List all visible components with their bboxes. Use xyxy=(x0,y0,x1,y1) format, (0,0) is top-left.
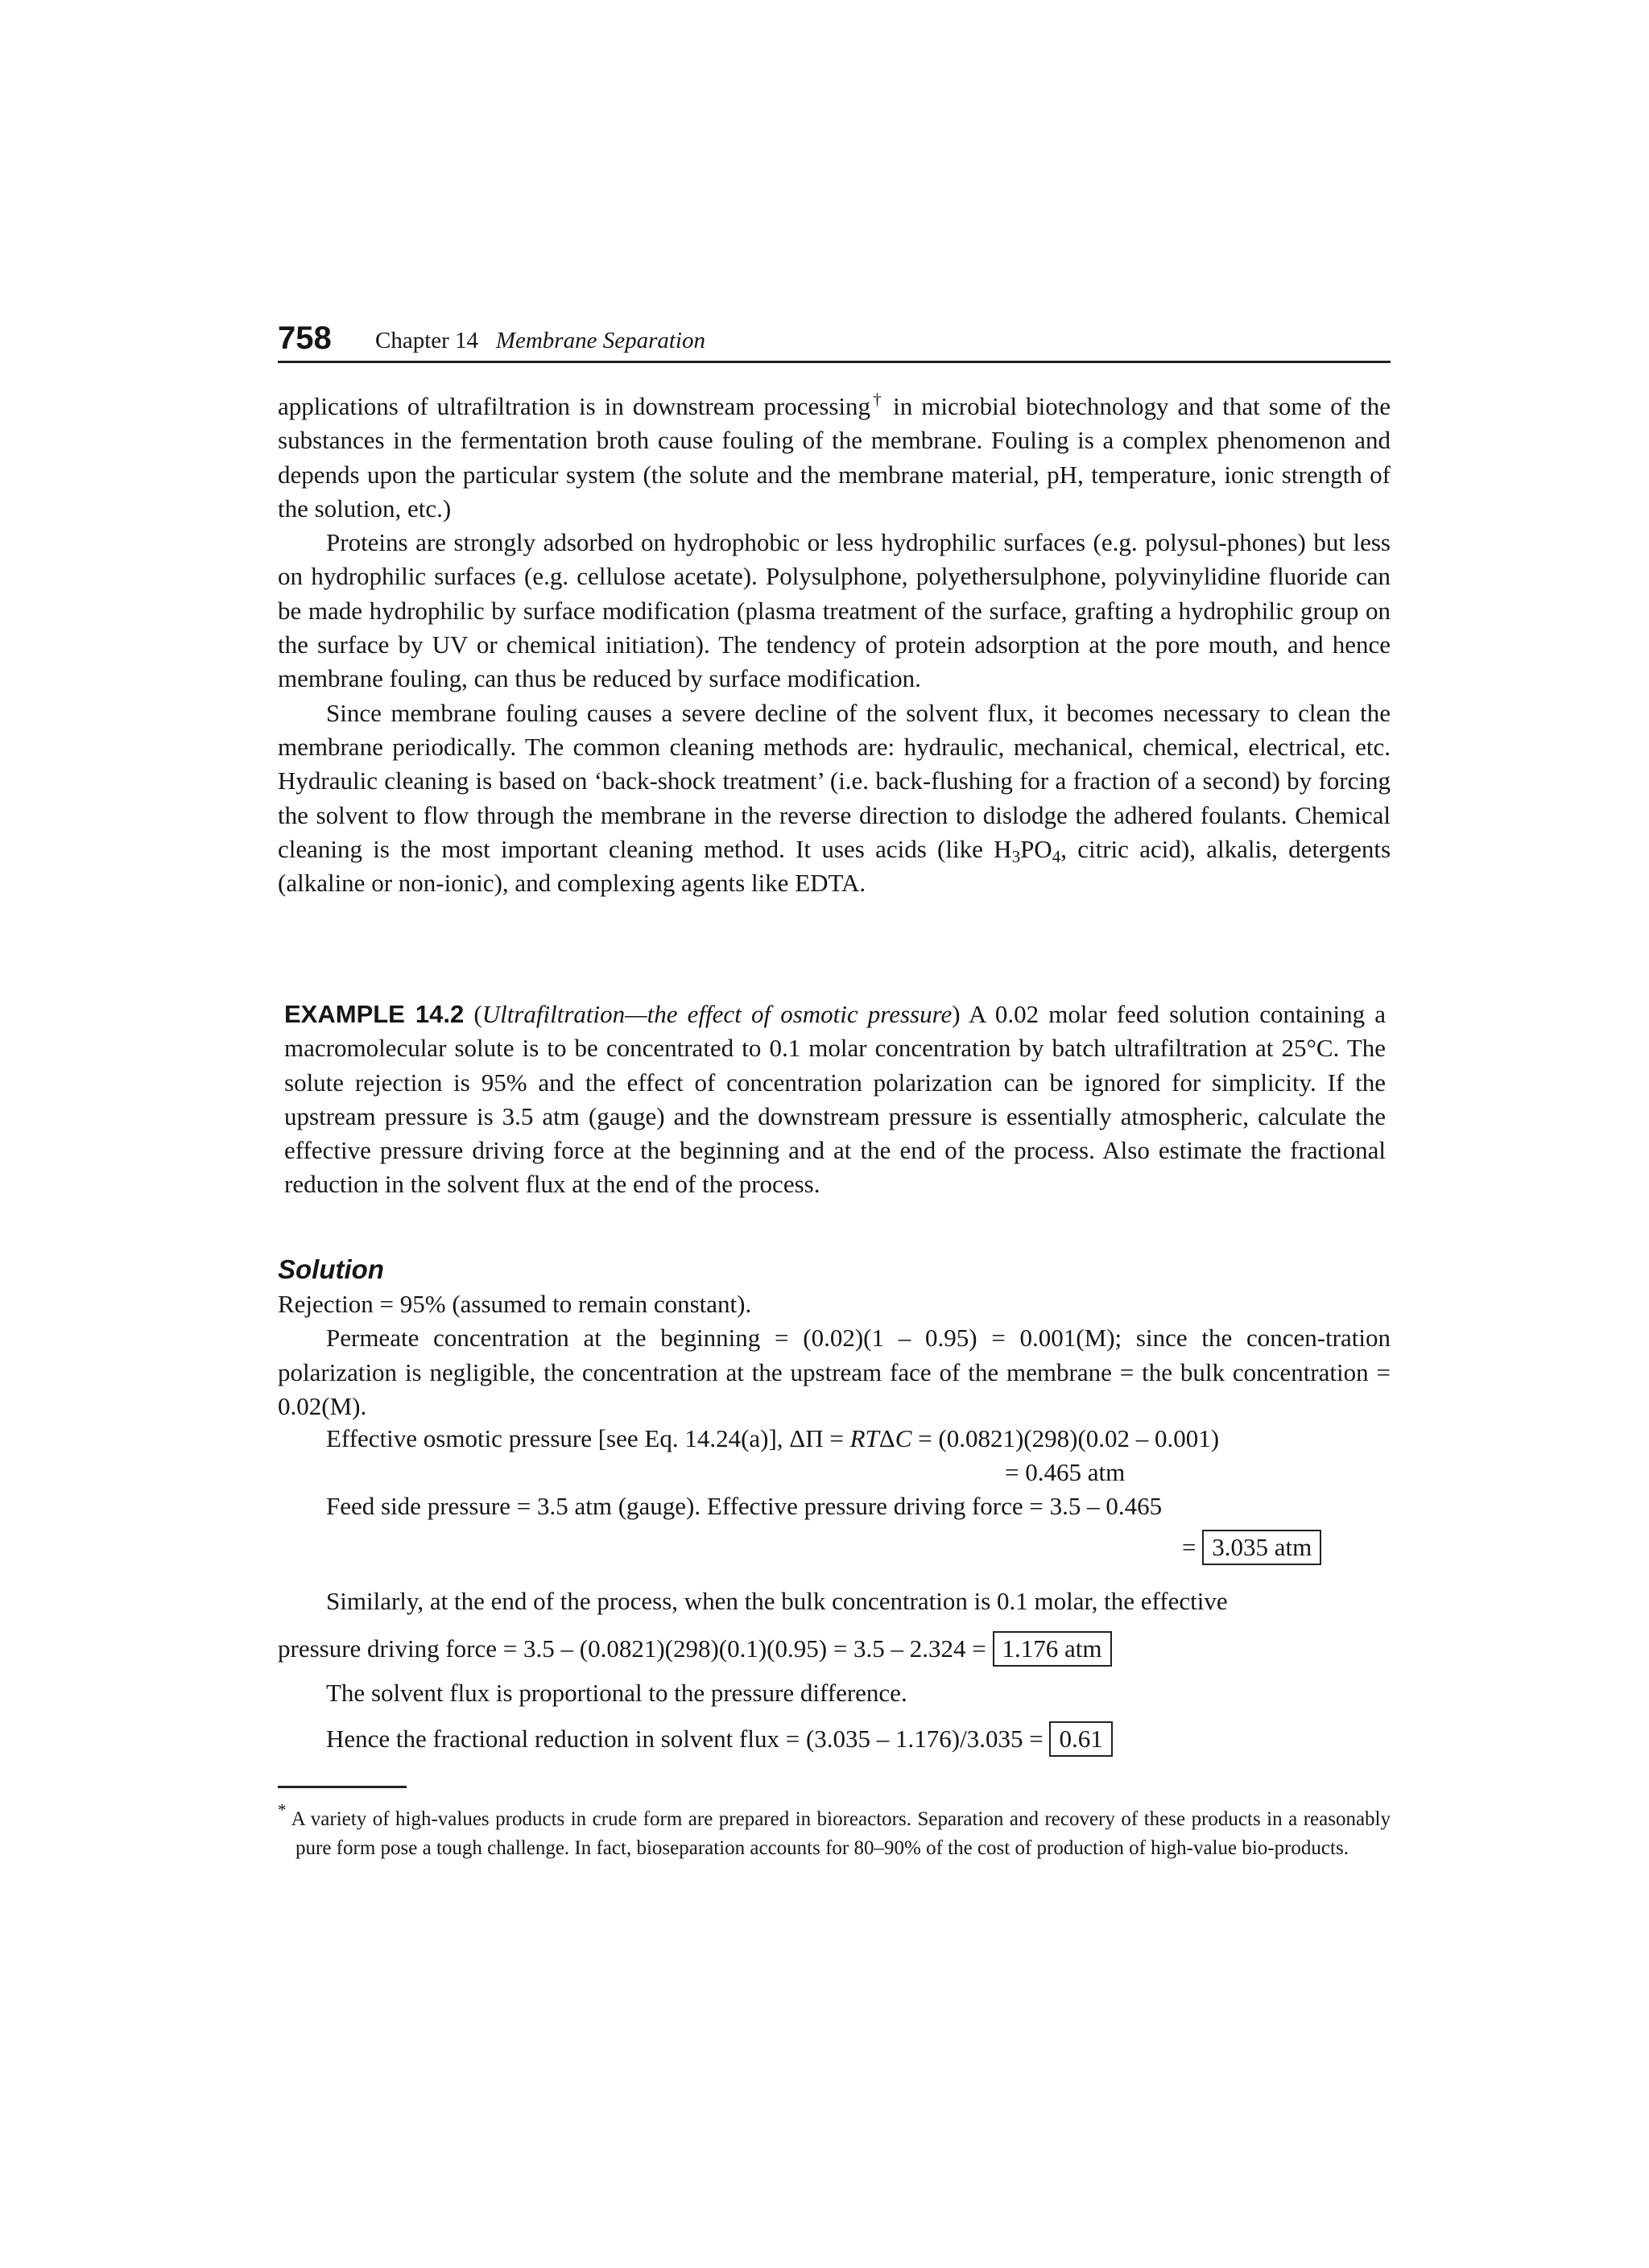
chapter-label: Chapter 14 xyxy=(375,328,479,353)
solution-heading: Solution xyxy=(278,1254,384,1284)
paragraph-2: Proteins are strongly adsorbed on hydrophobic or less hydrophilic surfaces (e.g. polysul-phones) but less on hydrophilic surfaces (e.g. cellulose acetate). Polysulphone, polyethersulphone, polyvinylidine fluoride can be made hydrophilic by surface modification (plasma treatment of the surface, grafting a hydrophilic group on the surface by UV or chemical initiation). The tendency of protein adsorption at the pore mouth, and hence membrane fouling, can thus be reduced by surface modification. xyxy=(278,528,1391,693)
footnote xyxy=(278,1800,1391,1863)
answer-box-start: 3.035 atm xyxy=(1202,1530,1321,1565)
dagger-footnote-ref: † xyxy=(870,390,885,409)
feed-pressure-line: Feed side pressure = 3.5 atm (gauge). Effective pressure driving force = 3.5 – 0.465 xyxy=(326,1492,1163,1520)
body-text xyxy=(278,390,1391,900)
flux-proportional-line: The solvent flux is proportional to the pressure difference. xyxy=(326,1679,907,1707)
driving-force-start-line: = 3.035 atm xyxy=(1182,1530,1321,1565)
fractional-reduction-line: Hence the fractional reduction in solvent flux = (3.035 – 1.176)/3.035 = 0.61 xyxy=(326,1721,1113,1757)
running-header xyxy=(278,319,1391,363)
osmotic-pressure-line: Effective osmotic pressure [see Eq. 14.24(a)], ΔΠ = RTΔC = (0.0821)(298)(0.02 – 0.001) xyxy=(326,1424,1220,1452)
example-block xyxy=(284,998,1386,1202)
driving-force-end-line: pressure driving force = 3.5 – (0.0821)(298)(0.1)(0.95) = 3.5 – 2.324 = 1.176 atm xyxy=(278,1631,1112,1667)
page-number: 758 xyxy=(278,320,332,356)
paragraph-3: Since membrane fouling causes a severe decline of the solvent flux, it becomes necessary to clean the membrane periodically. The common cleaning methods are: hydraulic, mechanical, chemical, electrical, etc. Hydraulic cleaning is based on ‘back-shock treatment’ (i.e. back-flushing for a fraction of a second) by forcing the solvent to flow through the membrane in the reverse direction to dislodge the adhered foulants. Chemical cleaning is the most important cleaning method. It uses acids (like $H_3PO_4$, citric acid), alkalis, detergents (alkaline or non-ionic), and complexing agents like EDTA. xyxy=(278,698,1391,898)
chapter-heading xyxy=(375,327,705,354)
example-label: EXAMPLE 14.2 xyxy=(284,1000,465,1028)
example-statement: EXAMPLE 14.2 (Ultrafiltration—the effect of osmotic pressure) A 0.02 molar feed solution containing a macromolecular solute is to be concentrated to 0.1 molar concentration by batch ultrafiltration at 25°C. The solute rejection is 95% and the effect of concentration polarization can be ignored for simplicity. If the upstream pressure is 3.5 atm (gauge) and the downstream pressure is essentially atmospheric, calculate the effective pressure driving force at the beginning and at the end of the process. Also estimate the fractional reduction in the solvent flux at the end of the process. xyxy=(284,1000,1386,1199)
footnote-text: A variety of high-values products in crude form are prepared in bioreactors. Separation and recovery of these products in a reasonably pure form pose a tough challenge. In fact, bioseparation accounts for 80–90% of the cost of production of high-value bio-products. xyxy=(286,1808,1391,1859)
answer-box-end: 1.176 atm xyxy=(993,1631,1112,1667)
example-title: Ultrafiltration—the effect of osmotic pressure xyxy=(481,1000,953,1028)
solution-line-rejection: Rejection = 95% (assumed to remain constant). xyxy=(278,1290,752,1318)
paragraph-1: applications of ultrafiltration is in downstream processing† in microbial biotechnology and that some of the substances in the fermentation broth cause fouling of the membrane. Fouling is a complex phenomenon and depends upon the particular system (the solute and the membrane material, pH, temperature, ionic strength of the solution, etc.) xyxy=(278,390,1391,523)
footnote-divider xyxy=(278,1786,407,1788)
answer-box-fraction: 0.61 xyxy=(1049,1721,1112,1757)
solution-block xyxy=(278,1252,1391,1423)
osmotic-pressure-result: = 0.465 atm xyxy=(1005,1458,1126,1486)
solution-permeate: Permeate concentration at the beginning = (0.02)(1 – 0.95) = 0.001(M); since the concen-tration polarization is negligible, the concentration at the upstream face of the membrane = the bulk concentration = 0.02(M). xyxy=(278,1324,1391,1420)
footnote-marker: * xyxy=(278,1800,287,1820)
end-process-line: Similarly, at the end of the process, when the bulk concentration is 0.1 molar, the effective xyxy=(326,1587,1228,1615)
chapter-title: Membrane Separation xyxy=(495,328,705,353)
